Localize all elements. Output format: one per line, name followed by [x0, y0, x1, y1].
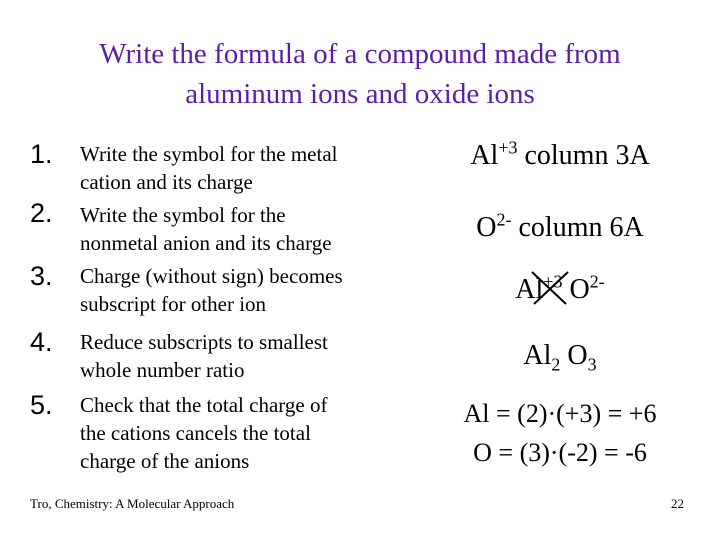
formula-al-subscript: 2	[551, 354, 561, 375]
o-charge: 2-	[496, 209, 512, 230]
step-5-line-3: charge of the anions	[80, 449, 250, 473]
step-number-2: 2.	[30, 198, 53, 228]
step-4-line-2: whole number ratio	[80, 358, 245, 382]
step-5-line-2: the cations cancels the total	[80, 421, 311, 445]
step-2-line-2: nonmetal anion and its charge	[80, 231, 332, 255]
al-symbol: Al	[470, 140, 499, 171]
step-text-4	[80, 328, 400, 384]
o-symbol: O	[476, 212, 497, 243]
step-text-5	[80, 391, 400, 475]
cross-o-symbol: O	[569, 274, 590, 305]
al-column: column 3A	[517, 140, 650, 171]
step-number-1: 1.	[30, 139, 53, 169]
check-oxygen: O = (3)·(-2) = -6	[473, 438, 647, 467]
formula-al: Al	[523, 340, 552, 371]
step-1-line-1: Write the symbol for the metal	[80, 142, 338, 166]
crisscross-arrows-icon	[510, 264, 590, 314]
aluminum-ion-line	[420, 137, 700, 172]
cross-o-charge: 2-	[589, 271, 605, 292]
cross-al-symbol: Al	[515, 274, 544, 305]
step-4-line-1: Reduce subscripts to smallest	[80, 330, 328, 354]
step-3-line-1: Charge (without sign) becomes	[80, 264, 343, 288]
o-column: column 6A	[511, 212, 644, 243]
step-number-5: 5.	[30, 390, 53, 420]
step-2-line-1: Write the symbol for the	[80, 203, 286, 227]
step-text-2	[80, 201, 400, 257]
oxide-ion-line	[420, 209, 700, 244]
step-number-3: 3.	[30, 261, 53, 291]
slide-title: Write the formula of a compound made from aluminum ions and oxide ions	[99, 38, 621, 110]
cross-al-charge: +3	[543, 271, 563, 292]
check-aluminum: Al = (2)·(+3) = +6	[463, 399, 657, 428]
step-text-1	[80, 140, 400, 196]
step-number-4: 4.	[30, 327, 53, 357]
page-number: 22	[671, 496, 684, 511]
step-5-line-1: Check that the total charge of	[80, 393, 328, 417]
step-text-3	[80, 262, 400, 318]
source-credit: Tro, Chemistry: A Molecular Approach	[30, 496, 235, 511]
step-3-line-2: subscript for other ion	[80, 292, 267, 316]
formula-o-subscript: 3	[587, 354, 597, 375]
formula-o: O	[560, 340, 588, 371]
step-1-line-2: cation and its charge	[80, 170, 253, 194]
formula-line	[420, 340, 700, 375]
al-charge: +3	[498, 137, 518, 158]
